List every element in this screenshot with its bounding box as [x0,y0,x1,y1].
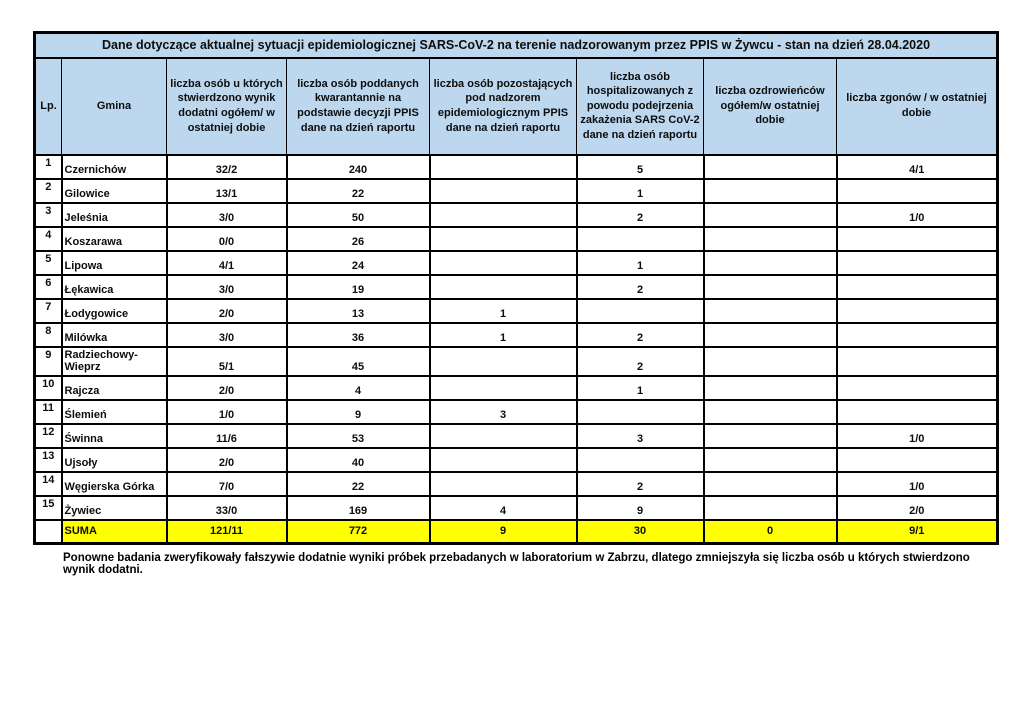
summary-cell-deaths: 9/1 [837,520,998,544]
cell-deaths [837,448,998,472]
cell-gmina: Gilowice [62,179,167,203]
column-header-recovered: liczba ozdrowieńców ogółem/w ostatniej dobie [704,58,837,155]
cell-positive: 13/1 [167,179,287,203]
cell-quarantine: 36 [287,323,430,347]
footnote: Ponowne badania zweryfikowały fałszywie dodatnie wyniki próbek przebadanych w laboratorium w Zabrzu, dlatego zmniejszyła się liczba osób u których stwierdzono wynik dodatni. [63,552,970,576]
table-row [35,347,998,376]
cell-recovered [704,424,837,448]
cell-lp: 2 [35,179,62,203]
cell-recovered [704,376,837,400]
column-header-hospitalized: liczba osób hospitalizowanych z powodu podejrzenia zakażenia SARS CoV-2 dane na dzień raportu [577,58,704,155]
cell-lp: 8 [35,323,62,347]
cell-gmina: Czernichów [62,155,167,179]
cell-hospitalized [577,227,704,251]
cell-hospitalized: 2 [577,203,704,227]
table-row [35,424,998,448]
cell-gmina: Węgierska Górka [62,472,167,496]
cell-surveillance [430,376,577,400]
cell-surveillance: 4 [430,496,577,520]
cell-positive: 2/0 [167,299,287,323]
cell-deaths [837,227,998,251]
table-row [35,400,998,424]
cell-recovered [704,323,837,347]
cell-lp: 4 [35,227,62,251]
cell-hospitalized [577,448,704,472]
summary-cell-recovered: 0 [704,520,837,544]
cell-surveillance [430,179,577,203]
summary-cell-hospitalized: 30 [577,520,704,544]
column-header-positive: liczba osób u których stwierdzono wynik dodatni ogółem/ w ostatniej dobie [167,58,287,155]
cell-surveillance [430,448,577,472]
cell-hospitalized: 3 [577,424,704,448]
cell-quarantine: 22 [287,179,430,203]
cell-surveillance [430,203,577,227]
cell-quarantine: 50 [287,203,430,227]
cell-recovered [704,400,837,424]
cell-quarantine: 4 [287,376,430,400]
cell-deaths: 1/0 [837,472,998,496]
table-head [35,33,998,155]
cell-surveillance: 1 [430,323,577,347]
cell-surveillance [430,251,577,275]
cell-quarantine: 40 [287,448,430,472]
cell-positive: 3/0 [167,275,287,299]
cell-lp: 14 [35,472,62,496]
summary-cell-surveillance: 9 [430,520,577,544]
cell-gmina: Koszarawa [62,227,167,251]
cell-lp: 1 [35,155,62,179]
column-header-lp: Lp. [35,58,62,155]
cell-quarantine: 9 [287,400,430,424]
table-row [35,275,998,299]
cell-gmina: Łodygowice [62,299,167,323]
cell-recovered [704,251,837,275]
cell-quarantine: 240 [287,155,430,179]
cell-lp: 5 [35,251,62,275]
cell-deaths [837,400,998,424]
cell-recovered [704,448,837,472]
cell-gmina: Radziechowy-Wieprz [62,347,167,376]
cell-positive: 3/0 [167,323,287,347]
table-row [35,299,998,323]
cell-lp: 7 [35,299,62,323]
cell-quarantine: 53 [287,424,430,448]
column-header-surveillance: liczba osób pozostających pod nadzorem epidemiologicznym PPIS dane na dzień raportu [430,58,577,155]
summary-empty-cell [35,520,62,544]
title-row [35,33,998,58]
table-row [35,376,998,400]
cell-deaths [837,299,998,323]
cell-surveillance [430,227,577,251]
cell-gmina: Milówka [62,323,167,347]
cell-deaths [837,323,998,347]
cell-positive: 0/0 [167,227,287,251]
cell-positive: 33/0 [167,496,287,520]
table-row [35,496,998,520]
cell-lp: 9 [35,347,62,376]
cell-positive: 2/0 [167,376,287,400]
cell-recovered [704,179,837,203]
table-row [35,251,998,275]
cell-quarantine: 45 [287,347,430,376]
cell-gmina: Jeleśnia [62,203,167,227]
cell-hospitalized: 2 [577,472,704,496]
cell-lp: 10 [35,376,62,400]
cell-surveillance: 3 [430,400,577,424]
cell-quarantine: 169 [287,496,430,520]
cell-hospitalized: 2 [577,347,704,376]
cell-quarantine: 22 [287,472,430,496]
cell-hospitalized: 5 [577,155,704,179]
cell-recovered [704,347,837,376]
cell-lp: 11 [35,400,62,424]
summary-cell-positive: 121/11 [167,520,287,544]
cell-lp: 13 [35,448,62,472]
cell-positive: 7/0 [167,472,287,496]
cell-positive: 1/0 [167,400,287,424]
cell-gmina: Ślemień [62,400,167,424]
summary-cell-quarantine: 772 [287,520,430,544]
summary-row [35,520,998,544]
table-row [35,227,998,251]
cell-positive: 11/6 [167,424,287,448]
cell-gmina: Ujsoły [62,448,167,472]
epidemiology-table [33,31,999,545]
table-row [35,155,998,179]
cell-gmina: Rajcza [62,376,167,400]
cell-recovered [704,299,837,323]
table-row [35,323,998,347]
cell-deaths: 1/0 [837,424,998,448]
summary-body [35,520,998,544]
cell-gmina: Łękawica [62,275,167,299]
cell-deaths [837,251,998,275]
cell-recovered [704,155,837,179]
cell-hospitalized [577,400,704,424]
cell-quarantine: 26 [287,227,430,251]
cell-lp: 12 [35,424,62,448]
cell-deaths [837,347,998,376]
cell-deaths [837,376,998,400]
cell-surveillance [430,472,577,496]
table-row [35,179,998,203]
cell-gmina: Żywiec [62,496,167,520]
cell-recovered [704,227,837,251]
cell-hospitalized: 1 [577,251,704,275]
cell-positive: 4/1 [167,251,287,275]
cell-hospitalized: 1 [577,179,704,203]
cell-quarantine: 19 [287,275,430,299]
cell-recovered [704,472,837,496]
table-row [35,472,998,496]
cell-surveillance [430,155,577,179]
cell-recovered [704,203,837,227]
cell-positive: 32/2 [167,155,287,179]
cell-deaths [837,179,998,203]
cell-hospitalized: 2 [577,275,704,299]
column-header-deaths: liczba zgonów / w ostatniej dobie [837,58,998,155]
cell-lp: 3 [35,203,62,227]
cell-positive: 5/1 [167,347,287,376]
cell-lp: 6 [35,275,62,299]
cell-gmina: Lipowa [62,251,167,275]
table-body [35,155,998,520]
cell-deaths: 2/0 [837,496,998,520]
cell-deaths: 1/0 [837,203,998,227]
cell-hospitalized: 2 [577,323,704,347]
cell-quarantine: 13 [287,299,430,323]
cell-deaths: 4/1 [837,155,998,179]
cell-hospitalized [577,299,704,323]
cell-positive: 3/0 [167,203,287,227]
cell-recovered [704,496,837,520]
column-header-gmina: Gmina [62,58,167,155]
column-header-row [35,58,998,155]
cell-positive: 2/0 [167,448,287,472]
table-row [35,203,998,227]
cell-surveillance [430,347,577,376]
cell-gmina: Świnna [62,424,167,448]
cell-deaths [837,275,998,299]
column-header-quarantine: liczba osób poddanych kwarantannie na podstawie decyzji PPIS dane na dzień raportu [287,58,430,155]
cell-surveillance: 1 [430,299,577,323]
cell-recovered [704,275,837,299]
cell-quarantine: 24 [287,251,430,275]
table-title: Dane dotyczące aktualnej sytuacji epidemiologicznej SARS-CoV-2 na terenie nadzorowanym przez PPIS w Żywcu - stan na dzień 28.04.2020 [35,33,998,58]
cell-hospitalized: 1 [577,376,704,400]
cell-surveillance [430,275,577,299]
summary-label: SUMA [62,520,167,544]
cell-hospitalized: 9 [577,496,704,520]
cell-surveillance [430,424,577,448]
cell-lp: 15 [35,496,62,520]
table-row [35,448,998,472]
